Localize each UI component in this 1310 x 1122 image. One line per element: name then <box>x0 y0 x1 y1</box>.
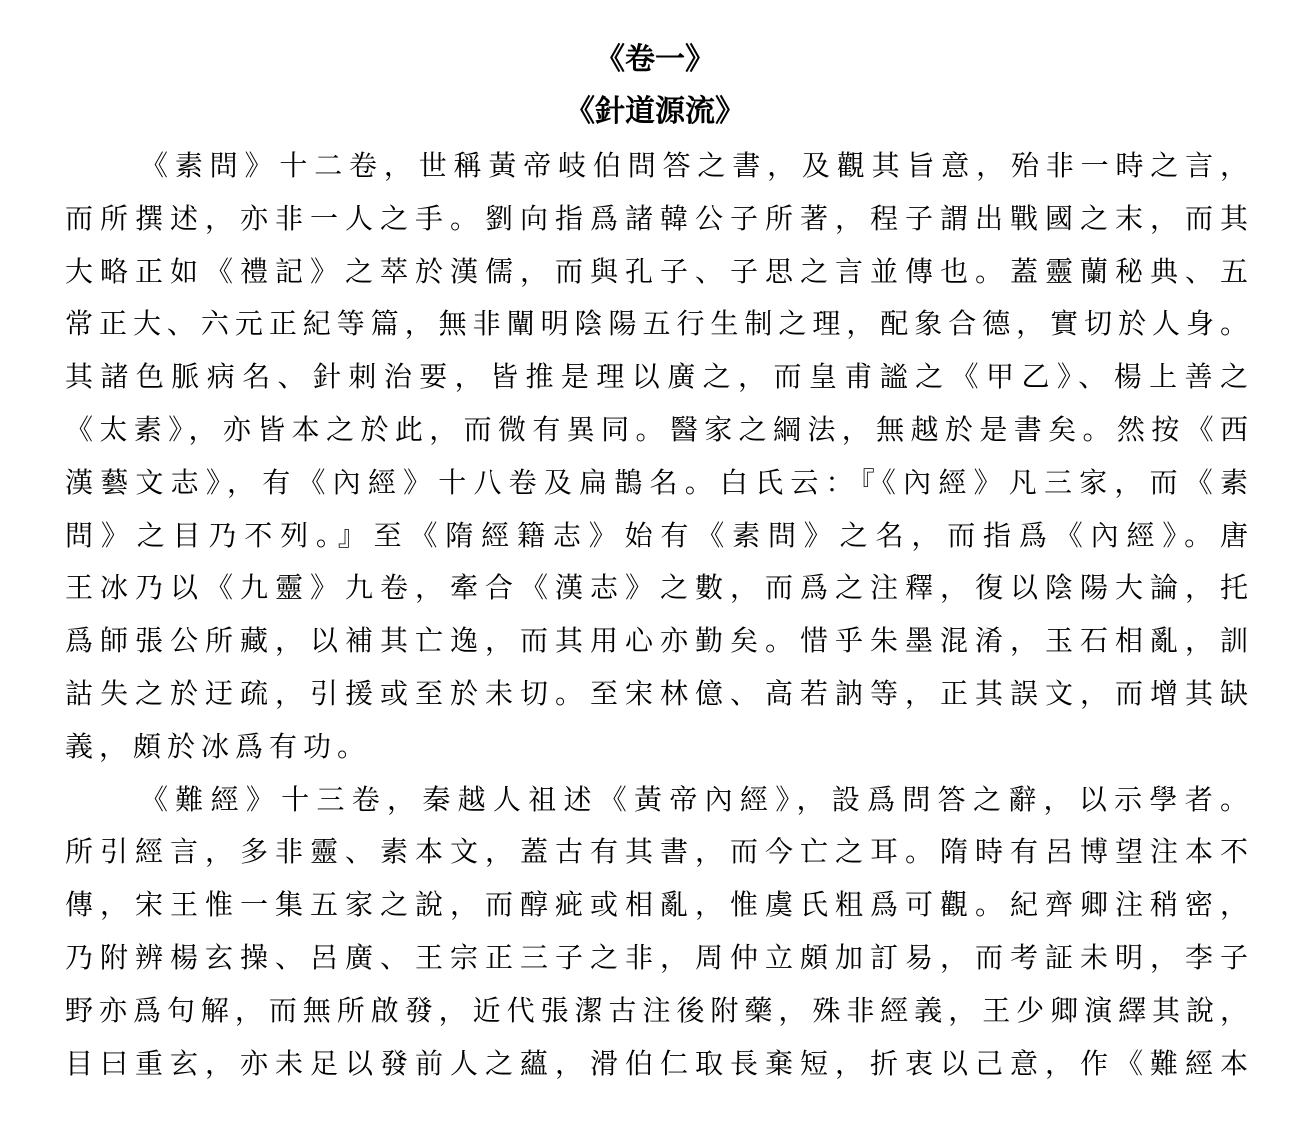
text-line: 漢藝文志》，有《內經》十八卷及扁鵲名。白氏云：『《內經》凡三家，而《素 <box>65 465 1248 499</box>
text-line: 目曰重玄，亦未足以發前人之蘊，滑伯仁取長棄短，折衷以己意，作《難經本 <box>65 1046 1248 1080</box>
text-line: 《難經》十三卷，秦越人祖述《黃帝內經》，設爲問答之辭，以示學者。 <box>140 782 1248 816</box>
text-line: 其諸色脈病名、針刺治要，皆推是理以廣之，而皇甫謐之《甲乙》、楊上善之 <box>65 360 1248 394</box>
text-line: 乃附辨楊玄操、呂廣、王宗正三子之非，周仲立頗加訂易，而考証未明，李子 <box>65 941 1248 974</box>
text-line: 傳，宋王惟一集五家之說，而醇疵或相亂，惟虞氏粗爲可觀。紀齊卿注稍密， <box>65 888 1248 922</box>
text-line: 常正大、六元正紀等篇，無非闡明陰陽五行生制之理，配象合德，實切於人身。 <box>65 307 1248 341</box>
text-line: 《素問》十二卷，世稱黃帝岐伯問答之書，及觀其旨意，殆非一時之言， <box>140 149 1248 182</box>
section-title: 《針道源流》 <box>565 94 745 129</box>
text-line: 而所撰述，亦非一人之手。劉向指爲諸韓公子所著，程子謂出戰國之末，而其 <box>65 201 1248 235</box>
text-line: 大略正如《禮記》之萃於漢儒，而與孔子、子思之言並傳也。蓋靈蘭秘典、五 <box>65 254 1248 288</box>
text-line: 詁失之於迂疏，引援或至於未切。至宋林億、高若訥等，正其誤文，而增其缺 <box>65 677 1248 710</box>
text-line: 爲師張公所藏，以補其亡逸，而其用心亦勤矣。惜乎朱墨混淆，玉石相亂，訓 <box>65 624 1248 658</box>
volume-title: 《卷一》 <box>595 42 715 77</box>
text-line: 問》之目乃不列。』至《隋經籍志》始有《素問》之名，而指爲《內經》。唐 <box>65 518 1248 552</box>
text-line: 王冰乃以《九靈》九卷，牽合《漢志》之數，而爲之注釋，復以陰陽大論，托 <box>65 571 1248 605</box>
text-line: 義，頗於冰爲有功。 <box>65 729 372 763</box>
text-line: 所引經言，多非靈、素本文，蓋古有其書，而今亡之耳。隋時有呂博望注本不 <box>65 835 1248 869</box>
text-line: 《太素》，亦皆本之於此，而微有異同。醫家之綱法，無越於是書矣。然按《西 <box>65 413 1248 446</box>
text-line: 野亦爲句解，而無所啟發，近代張潔古注後附藥，殊非經義，王少卿演繹其說， <box>65 993 1248 1027</box>
